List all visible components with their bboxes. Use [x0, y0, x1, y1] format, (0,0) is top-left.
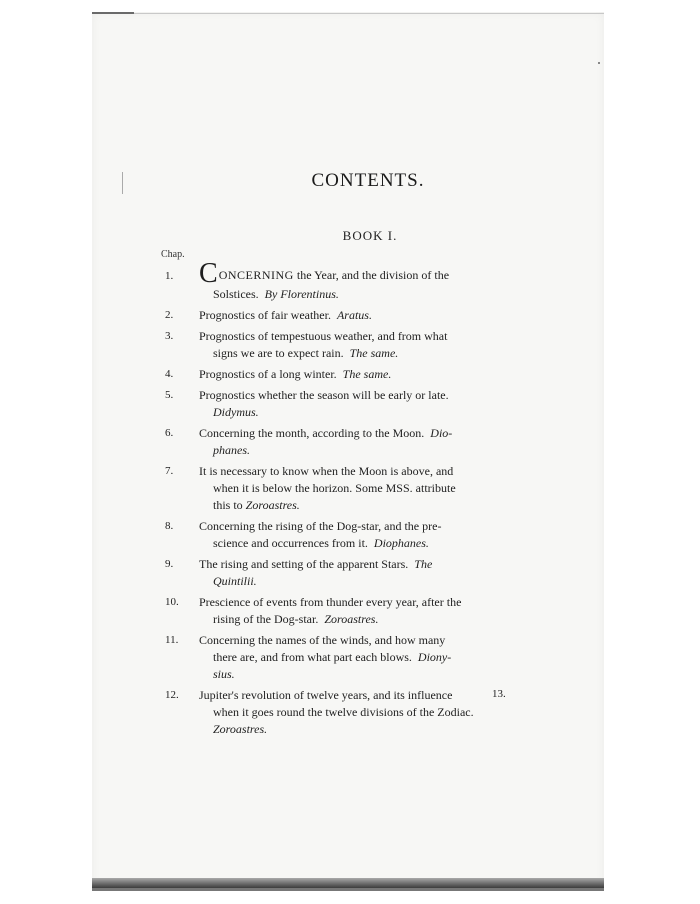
page-title: CONTENTS.	[311, 170, 425, 191]
catchword: 13.	[492, 688, 506, 700]
chapter-number: 10.	[165, 596, 179, 608]
list-item: 8. Concerning the rising of the Dog-star, and the pre- science and occurrences from it. Diophanes.	[165, 519, 442, 550]
list-item: 5. Prognostics whether the season will be early or late. Didymus.	[165, 388, 449, 419]
chapter-number: 6.	[165, 427, 174, 439]
chapter-number: 2.	[165, 309, 174, 321]
chapter-number: 5.	[165, 389, 174, 401]
drop-cap: C	[199, 258, 218, 289]
list-item: 6. Concerning the month, according to the Moon. Dio- phanes.	[165, 426, 453, 457]
list-item: 7. It is necessary to know when the Moon is above, and when it is below the horizon. Some MSS. attribute this to Zoroastres.	[165, 464, 456, 512]
page-edge-line	[134, 13, 604, 14]
list-item: 9. The rising and setting of the apparent Stars. The Quintilii.	[165, 557, 433, 588]
chapter-column-label: Chap.	[161, 249, 185, 260]
chapter-number: 9.	[165, 558, 174, 570]
list-item: 2. Prognostics of fair weather. Aratus.	[165, 308, 372, 322]
page-speck	[598, 62, 600, 64]
chapter-number: 7.	[165, 465, 174, 477]
book-heading: BOOK I.	[342, 228, 398, 243]
list-item: 12. Jupiter's revolution of twelve years, and its influence when it goes round the twelve divisions of the Zodiac. Zoroastres.	[165, 688, 474, 736]
page-bottom-edge	[92, 878, 604, 888]
chapter-number: 12.	[165, 689, 179, 701]
chapter-number: 8.	[165, 520, 174, 532]
chapter-number: 11.	[165, 634, 179, 646]
list-item: 10. Prescience of events from thunder every year, after the rising of the Dog-star. Zoroastres.	[165, 595, 462, 626]
chapter-number: 1.	[165, 270, 174, 282]
list-item: 3. Prognostics of tempestuous weather, and from what signs we are to expect rain. The same.	[165, 329, 448, 360]
chapter-number: 3.	[165, 330, 174, 342]
page-edge-mark	[92, 12, 134, 14]
list-item: 4. Prognostics of a long winter. The same.	[165, 367, 392, 381]
list-item: 11. Concerning the names of the winds, and how many there are, and from what part each blows. Diony- sius.	[165, 633, 452, 681]
bleed-through-text	[205, 110, 625, 154]
list-item: 1. CONCERNING the Year, and the division of the Solstices. By Florentinus.	[165, 258, 450, 301]
page-bottom-shadow	[92, 888, 604, 891]
chapter-number: 4.	[165, 368, 174, 380]
contents-list	[165, 258, 505, 742]
